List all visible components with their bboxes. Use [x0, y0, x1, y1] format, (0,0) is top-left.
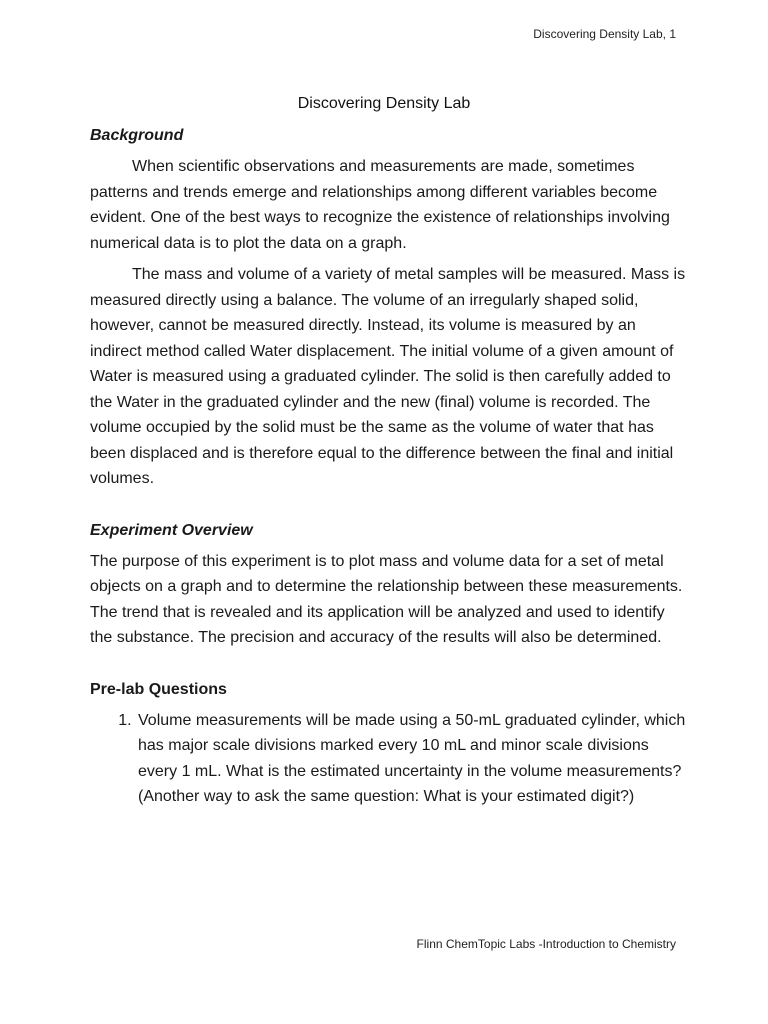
overview-heading: Experiment Overview [90, 521, 253, 539]
overview-section [90, 518, 690, 651]
background-section [90, 123, 690, 492]
running-header: Discovering Density Lab, 1 [533, 27, 676, 41]
prelab-question-list [90, 708, 690, 810]
background-paragraph-2: The mass and volume of a variety of metal samples will be measured. Mass is measured directly using a balance. The volume of an irregularly shaped solid, however, cannot be measured directly. Instead, its volume is measured by an indirect method called Water displacement. The initial volume of a given amount of Water is measured using a graduated cylinder. The solid is then carefully added to the Water in the graduated cylinder and the new (final) volume is recorded. The volume occupied by the solid must be the same as the volume of water that has been displaced and is therefore equal to the difference between the final and initial volumes. [90, 266, 686, 487]
prelab-heading: Pre-lab Questions [90, 680, 227, 698]
overview-paragraph: The purpose of this experiment is to plot mass and volume data for a set of metal objects on a graph and to determine the relationship between these measurements. The trend that is revealed and its application will be analyzed and used to identify the substance. The precision and accuracy of the results will also be determined. [90, 552, 683, 646]
prelab-question: 1. Volume measurements will be made using a 50-mL graduated cylinder, which has major scale divisions marked every 10 mL and minor scale divisions every 1 mL. What is the estimated uncertainty in the volume measurements? (Another way to ask the same question: What is your estimated digit?) [136, 708, 690, 810]
background-paragraph-1: When scientific observations and measurements are made, sometimes patterns and trends emerge and relationships among different variables become evident. One of the best ways to recognize the existence of relationships involving numerical data is to plot the data on a graph. [90, 158, 670, 252]
document-title: Discovering Density Lab [297, 95, 471, 112]
prelab-section [90, 677, 690, 810]
document-body [90, 123, 690, 810]
running-footer: Flinn ChemTopic Labs -Introduction to Chemistry [416, 937, 676, 951]
background-heading: Background [90, 127, 184, 144]
